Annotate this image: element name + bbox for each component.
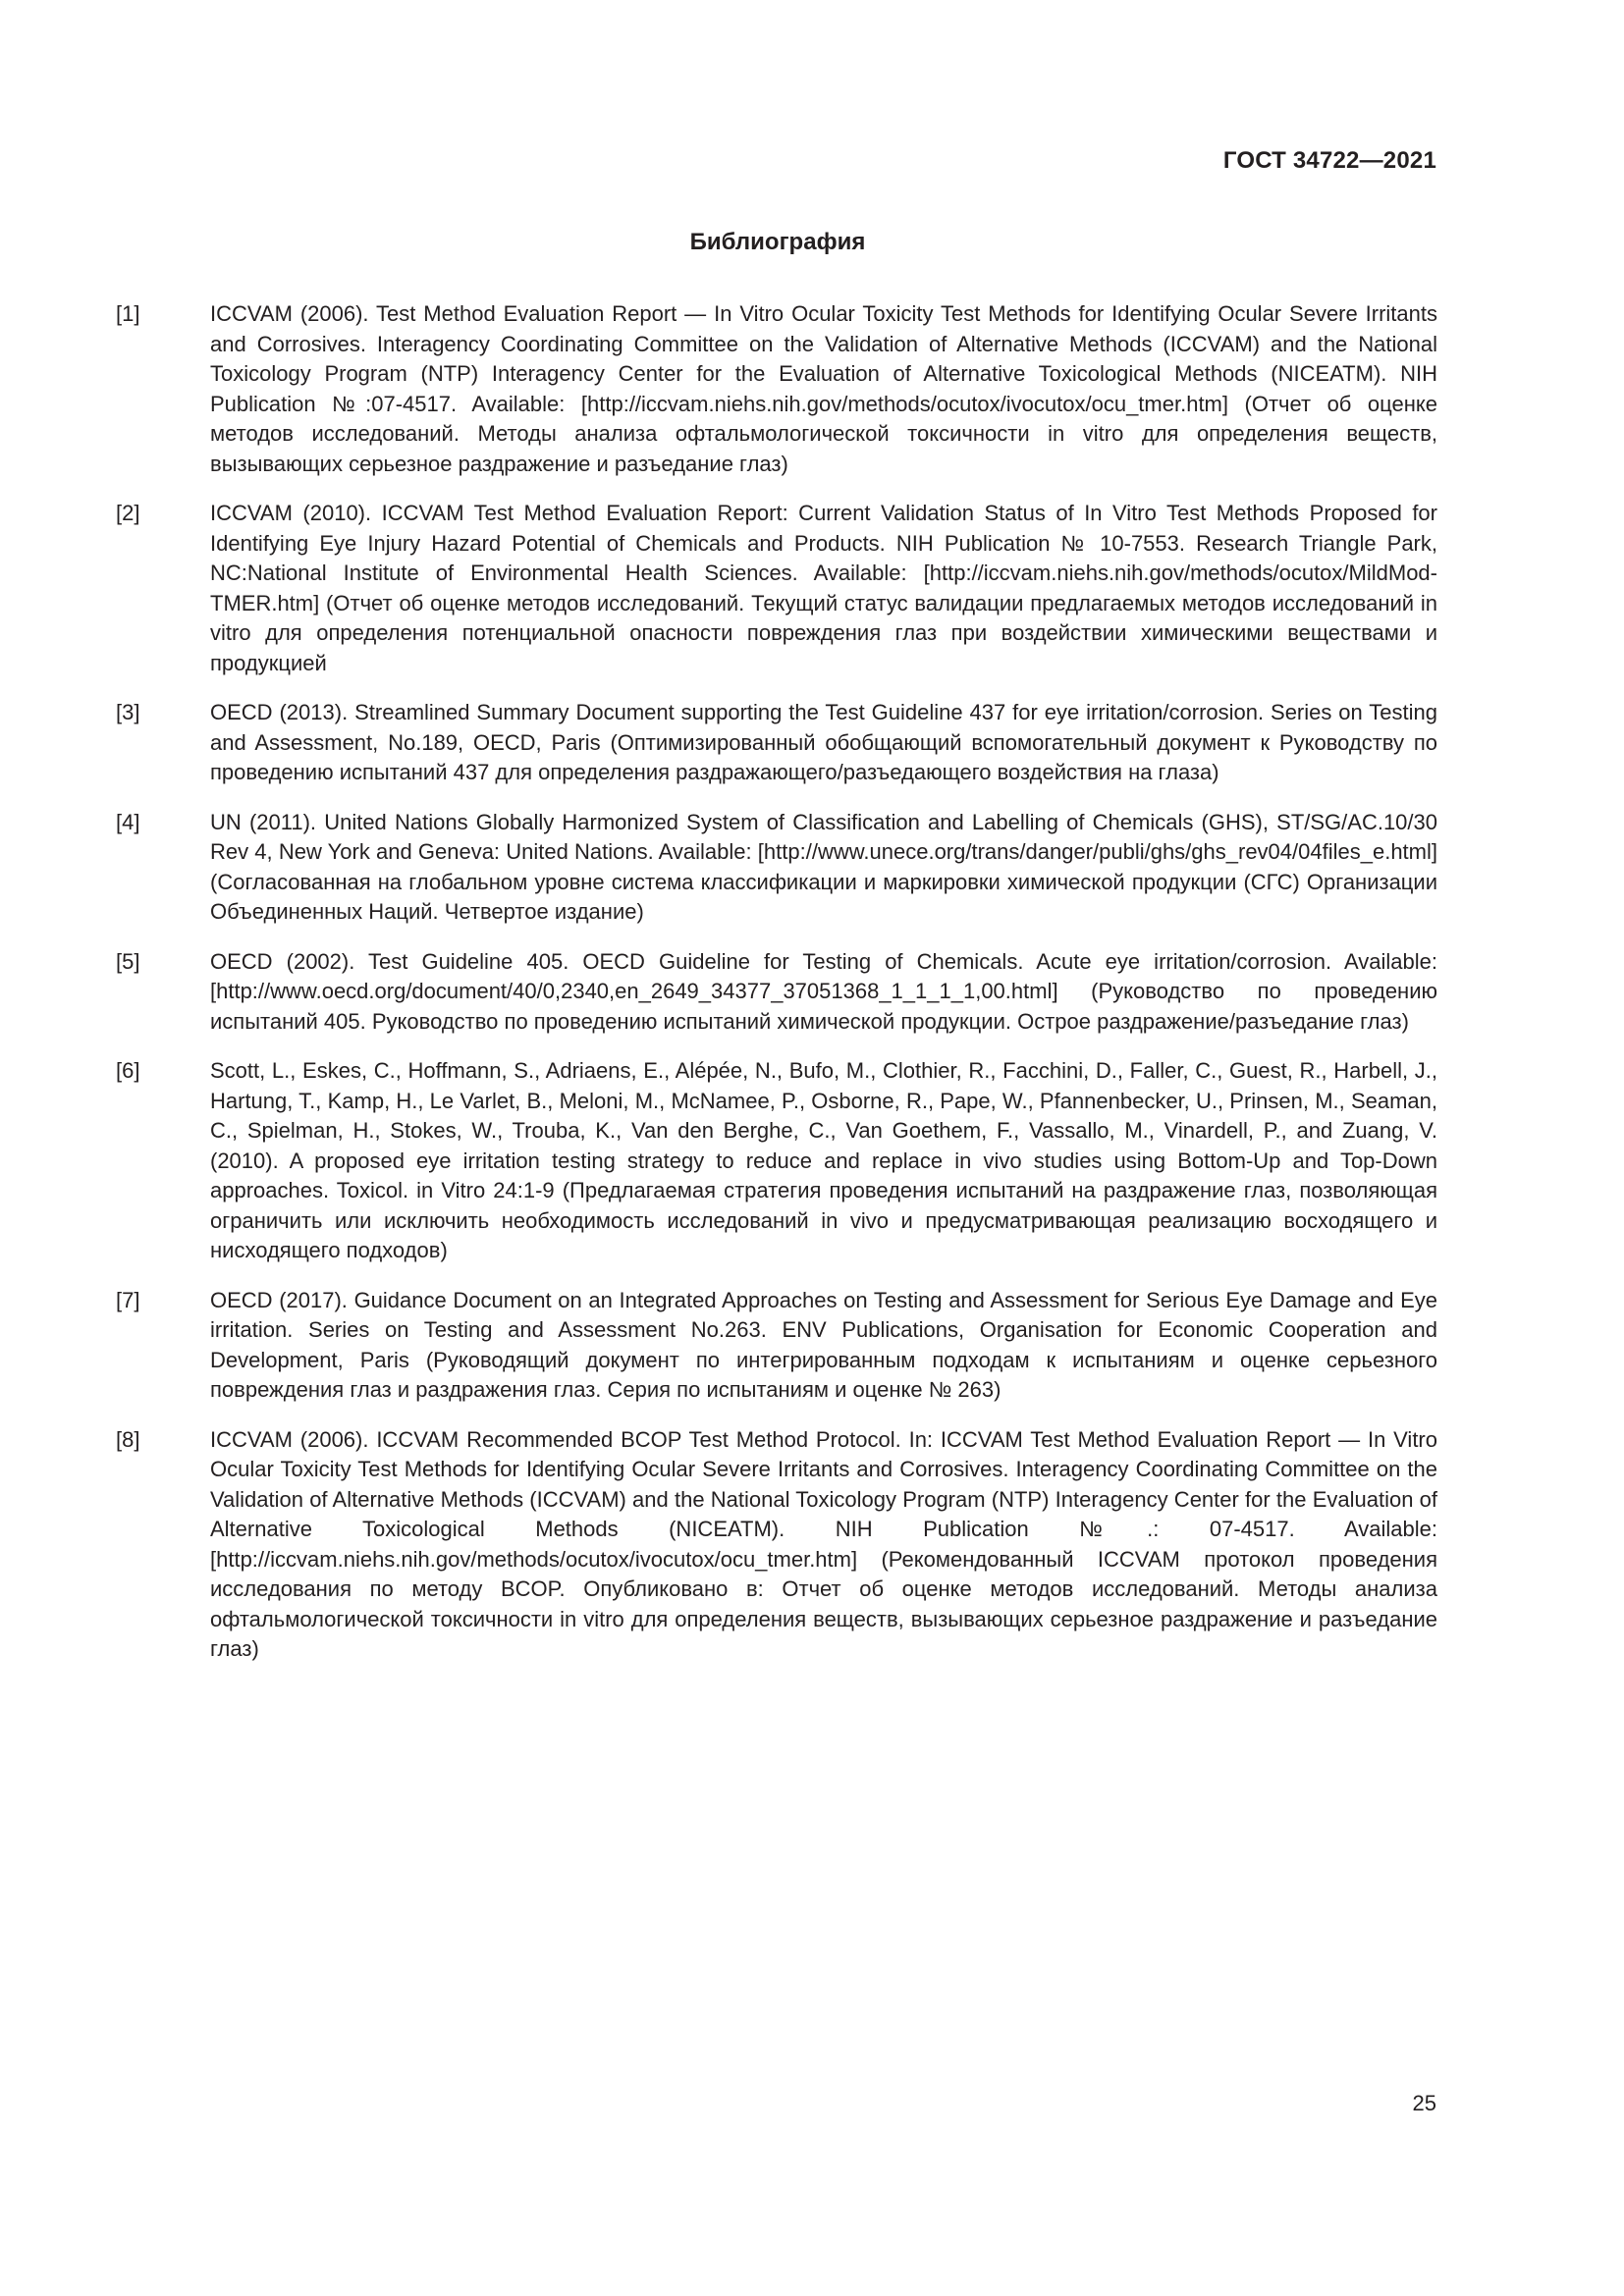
reference-text: ICCVAM (2010). ICCVAM Test Method Evaluation Report: Current Validation Status of In Vitro Test Methods Proposed for Identifying Eye Injury Hazard Potential of Chemicals and Products. NIH Publication № 10-7553. Research Triangle Park, NC:National Institute of Environmental Health Sciences. Available: [http://iccvam.niehs.nih.gov/methods/ocutox/MildMod-TMER.htm] (Отчет об оценке методов исследований. Текущий статус валидации предлагаемых методов исследований in vitro для определения потенциальной опасности повреждения глаз при воздействии химическими веществами и продукцией	[210, 501, 1437, 675]
bibliography-entry-6	[116, 1056, 1437, 1266]
reference-text: Scott, L., Eskes, C., Hoffmann, S., Adriaens, E., Alépée, N., Bufo, M., Clothier, R., Facchini, D., Faller, C., Guest, R., Harbell, J., Hartung, T., Kamp, H., Le Varlet, B., Meloni, M., McNamee, P., Osborne, R., Pape, W., Pfannenbecker, U., Prinsen, M., Seaman, C., Spielman, H., Stokes, W., Trouba, K., Van den Berghe, C., Van Goethem, F., Vassallo, M., Vinardell, P., and Zuang, V. (2010). A proposed eye irritation testing strategy to reduce and replace in vivo studies using Bottom-Up and Top-Down approaches. Toxicol. in Vitro 24:1-9 (Предлагаемая стратегия проведения испытаний на раздражение глаз, позволяющая ограничить или исключить необходимость исследований in vivo и предусматривающая реализацию восходящего и нисходящего подходов)	[210, 1058, 1437, 1262]
bibliography-entry-7	[116, 1286, 1437, 1406]
reference-number: [5]	[116, 948, 140, 974]
reference-text: OECD (2013). Streamlined Summary Document supporting the Test Guideline 437 for eye irritation/corrosion. Series on Testing and Assessment, No.189, OECD, Paris (Оптимизированный обобщающий вспомогательный документ к Руководству по проведению испытаний 437 для определения раздражающего/разъедающего воздействия на глаза)	[210, 700, 1437, 784]
section-title: Библиография	[689, 229, 866, 255]
reference-number: [1]	[116, 301, 140, 326]
reference-text: UN (2011). United Nations Globally Harmonized System of Classification and Labelling of Chemicals (GHS), ST/SG/AC.10/30 Rev 4, New York and Geneva: United Nations. Available: [http://www.unece.org/trans/danger/publi/ghs/ghs_rev04/04files_e.html] (Согласованная на глобальном уровне система классификации и маркировки химической продукции (СГС) Организации Объединенных Наций. Четвертое издание)	[210, 809, 1437, 924]
reference-text: ICCVAM (2006). Test Method Evaluation Report — In Vitro Ocular Toxicity Test Methods for Identifying Ocular Severe Irritants and Corrosives. Interagency Coordinating Committee on the Validation of Alternative Methods (ICCVAM) and the National Toxicology Program (NTP) Interagency Center for the Evaluation of Alternative Toxicological Methods (NICEATM). NIH Publication №:07-4517. Available: [http://iccvam.niehs.nih.gov/methods/ocutox/ivocutox/ocu_tmer.htm] (Отчет об оценке методов исследований. Методы анализа офтальмологической токсичности in vitro для определения веществ, вызывающих серьезное раздражение и разъедание глаз)	[210, 301, 1437, 476]
reference-number: [7]	[116, 1287, 140, 1312]
page-number: 25	[1412, 2091, 1436, 2115]
reference-text: ICCVAM (2006). ICCVAM Recommended BCOP Test Method Protocol. In: ICCVAM Test Method Evaluation Report — In Vitro Ocular Toxicity Test Methods for Identifying Ocular Severe Irritants and Corrosives. Interagency Coordinating Committee on the Validation of Alternative Methods (ICCVAM) and the National Toxicology Program (NTP) Interagency Center for the Evaluation of Alternative Toxicological Methods (NICEATM). NIH Publication №.: 07-4517. Available: [http://iccvam.niehs.nih.gov/methods/ocutox/ivocutox/ocu_tmer.htm] (Рекомендованный ICCVAM протокол проведения исследования по методу BCOP. Опубликовано в: Отчет об оценке методов исследований. Методы анализа офтальмологической токсичности in vitro для определения веществ, вызывающих серьезное раздражение и разъедание глаз)	[210, 1426, 1437, 1661]
bibliography-entry-8	[116, 1425, 1437, 1665]
reference-number: [2]	[116, 501, 140, 525]
reference-number: [3]	[116, 700, 140, 724]
bibliography-list	[116, 299, 1437, 1684]
bibliography-entry-2	[116, 499, 1437, 678]
bibliography-entry-5	[116, 947, 1437, 1038]
reference-number: [6]	[116, 1058, 140, 1083]
reference-number: [8]	[116, 1426, 140, 1452]
bibliography-entry-4	[116, 808, 1437, 928]
bibliography-entry-1	[116, 299, 1437, 479]
bibliography-entry-3	[116, 698, 1437, 788]
reference-text: OECD (2002). Test Guideline 405. OECD Guideline for Testing of Chemicals. Acute eye irritation/corrosion. Available: [http://www.oecd.org/document/40/0,2340,en_2649_34377_37051368_1_1_1_1,00.html] (Руководство по проведению испытаний 405. Руководство по проведению испытаний химической продукции. Острое раздражение/разъедание глаз)	[210, 948, 1437, 1034]
standard-number: ГОСТ 34722—2021	[1222, 147, 1436, 174]
reference-number: [4]	[116, 809, 140, 834]
reference-text: OECD (2017). Guidance Document on an Integrated Approaches on Testing and Assessment for Serious Eye Damage and Eye irritation. Series on Testing and Assessment No.263. ENV Publications, Organisation for Economic Cooperation and Development, Paris (Руководящий документ по интегрированным подходам к испытаниям и оценке серьезного повреждения глаз и раздражения глаз. Серия по испытаниям и оценке № 263)	[210, 1287, 1437, 1402]
